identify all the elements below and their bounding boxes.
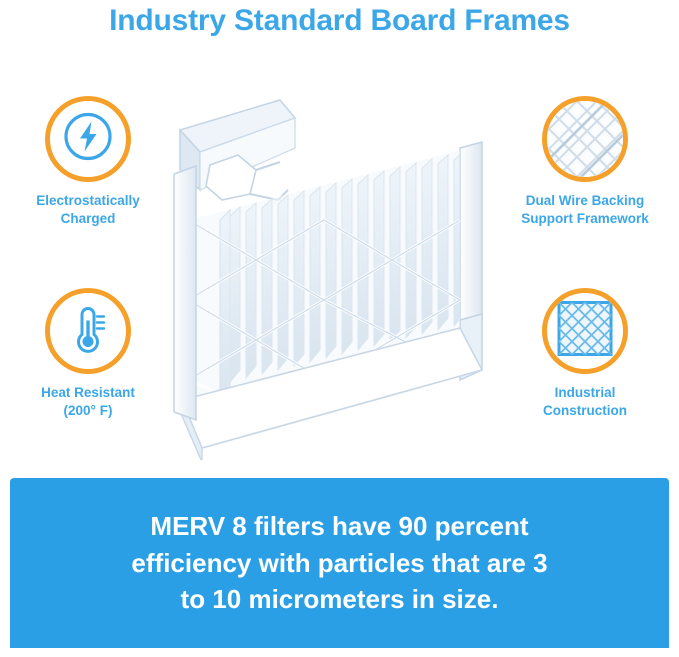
merv-efficiency-banner [10, 478, 669, 648]
feature-heat-resistant [8, 288, 168, 420]
feature-caption [8, 384, 168, 420]
feature-icon-circle [542, 288, 628, 374]
pleated-air-filter-illustration [160, 70, 500, 460]
feature-caption-line1: Dual Wire Backing [525, 193, 645, 208]
wire-mesh-icon [547, 101, 623, 177]
feature-caption-line2: (200° F) [63, 403, 113, 419]
feature-caption-line2: Charged [60, 211, 116, 227]
feature-electrostatically-charged [8, 96, 168, 228]
feature-dual-wire-backing [505, 96, 665, 228]
feature-caption [505, 384, 665, 420]
feature-caption-line1: Industrial [554, 385, 616, 400]
feature-caption-line2: Support Framework [521, 211, 649, 227]
feature-caption-line1: Heat Resistant [41, 385, 135, 400]
page-title: Industry Standard Board Frames [109, 4, 570, 37]
feature-caption-line1: Electrostatically [36, 193, 140, 208]
feature-industrial-construction [505, 288, 665, 420]
feature-icon-circle [45, 96, 131, 182]
thermometer-icon [62, 301, 114, 362]
feature-icon-circle [45, 288, 131, 374]
lightning-bolt-icon [62, 111, 114, 168]
banner-line-1: MERV 8 filters have 90 percent [150, 510, 529, 541]
grid-frame-icon [556, 300, 614, 363]
feature-icon-circle [542, 96, 628, 182]
feature-caption-line2: Construction [543, 403, 627, 419]
feature-caption [505, 192, 665, 228]
feature-caption [8, 192, 168, 228]
banner-line-2: efficiency with particles that are 3 [131, 547, 548, 578]
banner-line-3: to 10 micrometers in size. [180, 584, 499, 615]
